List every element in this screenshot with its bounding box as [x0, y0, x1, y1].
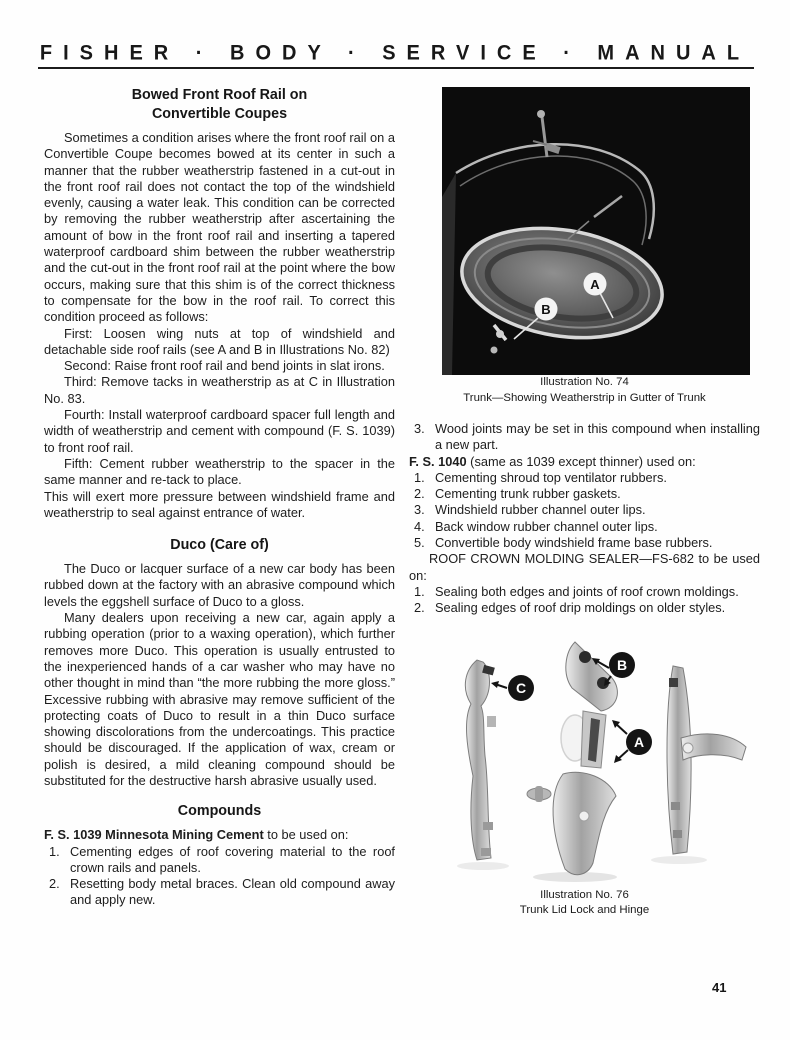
header-rule [38, 67, 754, 69]
bowed-step-first: First: Loosen wing nuts at top of windshield and detachable side roof rails (see A and B in Illustrations No. 82) [44, 325, 395, 357]
section-title-line2: Convertible Coupes [151, 106, 288, 122]
list-text: Convertible body windshield frame base rubbers. [435, 535, 713, 551]
fs1039-list-item [44, 876, 395, 909]
list-text: Windshield rubber channel outer lips. [435, 502, 646, 518]
list-text: Sealing edges of roof drip moldings on older styles. [435, 600, 726, 616]
list-text: Resetting body metal braces. Clean old compound away and apply new. [70, 876, 395, 908]
callout-b-label: B [541, 302, 551, 317]
callout-b-label: B [616, 656, 628, 673]
list-text: Cementing edges of roof covering material to the roof crown rails and panels. [70, 843, 395, 875]
bowed-closing-paragraph: This will exert more pressure between windshield frame and weatherstrip to seal against entrance of water. [44, 488, 395, 520]
duco-paragraph-2: Many dealers upon receiving a new car, again apply a rubbing operation (prior to a waxing operation), which further removes more Duco. This operation is usually entrusted to the inexperienced hands of a car washer who may have no other thought in mind than “the more rubbing the more gloss.” Excessive rubbing with abrasive may remove sufficient of the protecting coats of Duco to result in a thin Duco surface showing discolorations from the undercoatings. This practice should be discouraged. If the application of wax, cream or polish is desired, a mild cleaning compound should be substituted for the destructive harsh abrasive usually used. [44, 610, 395, 788]
fs1040-name: F. S. 1040 [409, 453, 467, 469]
content-columns [44, 86, 760, 919]
callout-c [491, 675, 534, 701]
list-number: 3. [414, 421, 425, 436]
illustration-76-photo [425, 626, 757, 888]
roof-crown-sealer-intro: ROOF CROWN MOLDING SEALER—FS-682 to be used on: [409, 551, 760, 583]
section-title-line1: Bowed Front Roof Rail on [131, 87, 308, 103]
fs1040-list-item [409, 486, 760, 502]
fs1040-list-item [409, 470, 760, 486]
list-number: 2. [414, 600, 425, 616]
section-title-duco: Duco (Care of) [170, 537, 269, 554]
list-text: Sealing both edges and joints of roof crown moldings. [435, 583, 739, 599]
right-column [409, 86, 760, 919]
fs1039-usage: to be used on: [263, 827, 349, 843]
callout-a-label: A [590, 277, 600, 292]
page-number: 41 [712, 980, 727, 995]
list-text: Cementing shroud top ventilator rubbers. [435, 469, 667, 485]
list-text: Wood joints may be set in this compound when installing a new part. [435, 421, 760, 453]
fs1040-list-item [409, 502, 760, 518]
callout-a [612, 720, 652, 763]
callout-a-label: A [633, 733, 645, 750]
compound-item-3 [409, 421, 760, 454]
list-number: 1. [414, 583, 425, 599]
caption-line1: Illustration No. 76 [540, 888, 629, 901]
list-number: 2. [49, 876, 60, 892]
bowed-step-second: Second: Raise front roof rail and bend joints in slat irons. [64, 358, 385, 374]
bowed-step-fifth: Fifth: Cement rubber weatherstrip to the spacer in the same manner and re-tack to place. [44, 455, 395, 488]
illustration-74-caption [409, 375, 760, 406]
list-number: 4. [414, 518, 425, 534]
section-title-compounds: Compounds [177, 803, 262, 820]
list-number: 3. [414, 502, 425, 518]
page-header-title: FISHER · BODY · SERVICE · MANUAL [39, 41, 751, 65]
lock-assembly-part [527, 642, 617, 875]
fs1040-list-item [409, 519, 760, 535]
illustration-76-caption [409, 888, 760, 919]
list-number: 1. [414, 469, 425, 485]
callout-c-label: C [515, 679, 527, 696]
fs1039-intro [44, 827, 395, 843]
list-text: Back window rubber channel outer lips. [435, 518, 658, 534]
hinge-strap-part [667, 666, 746, 854]
left-column [44, 86, 395, 919]
bowed-step-third: Third: Remove tacks in weatherstrip as at C in Illustration No. 83. [44, 374, 395, 406]
caption-line1: Illustration No. 74 [540, 376, 629, 388]
sealer-list-item [409, 600, 760, 616]
list-number: 2. [414, 486, 425, 502]
list-text: Cementing trunk rubber gaskets. [435, 486, 621, 502]
fs1039-list-item [44, 844, 395, 877]
caption-line2: Trunk Lid Lock and Hinge [519, 904, 650, 917]
bowed-intro-paragraph: Sometimes a condition arises where the front roof rail on a Convertible Coupe becomes bowed at its center in such a manner that the rubber weatherstrip fastened in a cut-out in the front roof rail does not contact the top of the windshield evenly, causing a water leak. This condition can be corrected by removing the rubber weatherstrip after ascertaining the amount of bow in the front roof rail and inserting a tapered waterproof cardboard shim between the rubber weatherstrip and the cut-out in the front roof rail at the point where the bow occurs, making sure that this shim is of the correct thickness to compensate for the bow in the roof rail. To correct this condition proceed as follows: [44, 130, 395, 325]
caption-line2: Trunk—Showing Weatherstrip in Gutter of Trunk [463, 391, 706, 404]
section-title-bowed-roof-rail [44, 86, 395, 124]
list-number: 1. [49, 843, 60, 859]
fs1039-name: F. S. 1039 Minnesota Mining Cement [44, 827, 264, 843]
illustration-74-photo [442, 87, 750, 375]
fs1040-usage: (same as 1039 except thinner) used on: [466, 453, 696, 469]
sealer-list-item [409, 584, 760, 600]
list-number: 5. [414, 535, 425, 551]
hinge-lever-part [465, 660, 496, 860]
fs1040-intro [409, 454, 760, 470]
fs1040-list-item [409, 535, 760, 551]
duco-paragraph-1: The Duco or lacquer surface of a new car body has been rubbed down at the factory with an abrasive compound which levels the eggshell surface of Duco to a gloss. [44, 561, 395, 609]
bowed-step-fourth: Fourth: Install waterproof cardboard spacer full length and width of weatherstrip and cement with compound (F. S. 1039) to front roof rail. [44, 407, 395, 455]
